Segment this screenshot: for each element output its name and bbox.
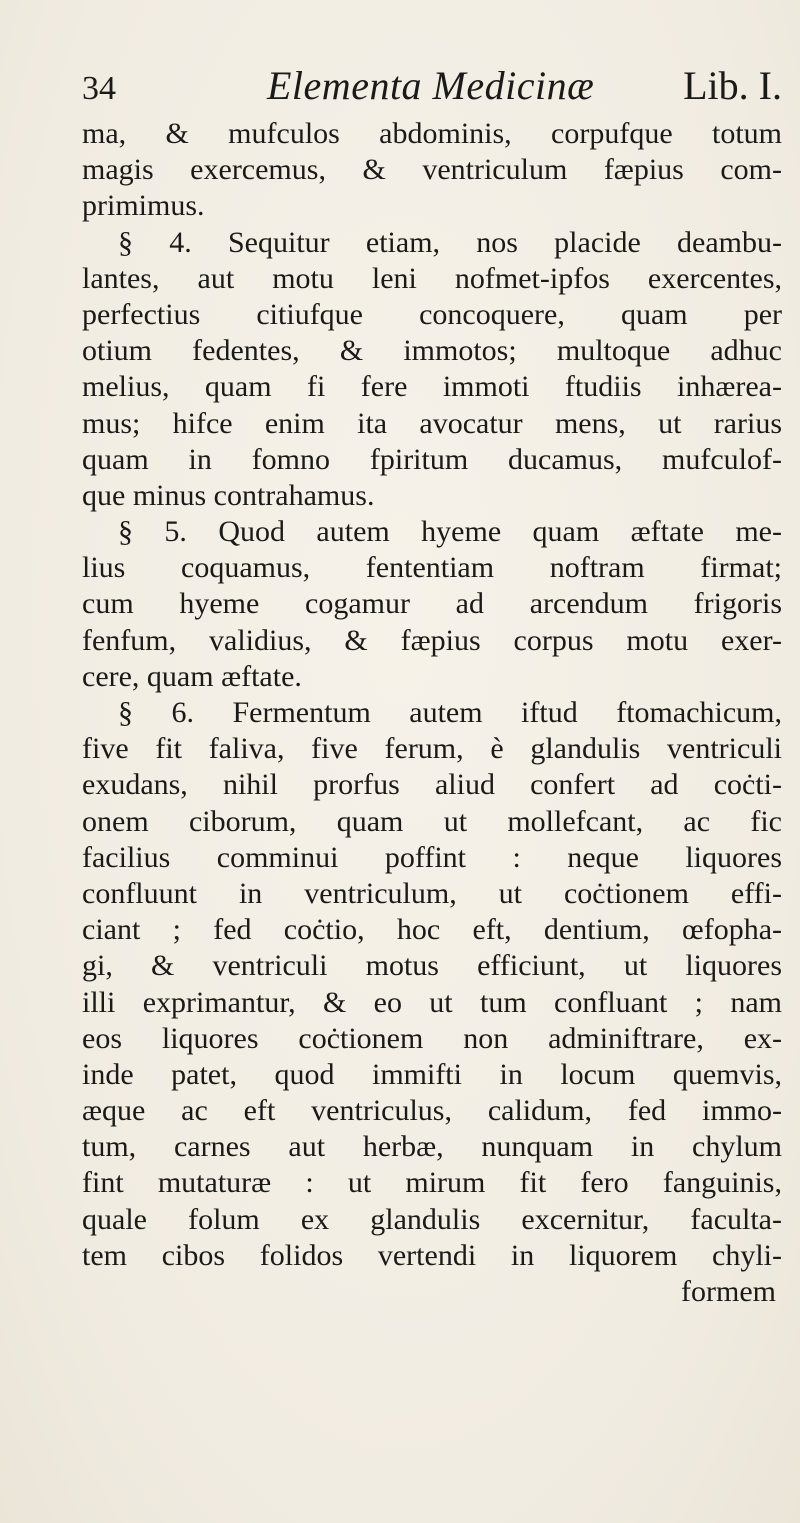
text-line: fint mutaturæ : ut mirum fit fero fanguinis, bbox=[82, 1166, 782, 1200]
text-line: lius coquamus, fententiam noftram firmat; bbox=[82, 551, 782, 585]
text-line: ciant ; fed coċtio, hoc eft, dentium, œfopha- bbox=[82, 913, 782, 947]
text-line: § 6. Fermentum autem iftud ftomachicum, bbox=[118, 696, 782, 729]
text-line: mus; hifce enim ita avocatur mens, ut rarius bbox=[82, 406, 782, 440]
text-line: otium fedentes, & immotos; multoque adhuc bbox=[82, 334, 782, 368]
text-line: melius, quam fi fere immoti ftudiis inhærea- bbox=[82, 370, 782, 404]
text-line: eos liquores coċtionem non adminiftrare, ex- bbox=[82, 1021, 782, 1055]
text-line: exudans, nihil prorfus aliud confert ad coċti- bbox=[82, 768, 782, 802]
text-line: § 5. Quod autem hyeme quam æftate me- bbox=[118, 515, 782, 549]
text-line: inde patet, quod immifti in locum quemvis, bbox=[82, 1057, 782, 1091]
text-line: fenfum, validius, & fæpius corpus motu exer- bbox=[82, 623, 782, 657]
text-line: ma, & mufculos abdominis, corpufque totum bbox=[82, 117, 782, 150]
text-line: cum hyeme cogamur ad arcendum frigoris bbox=[82, 587, 782, 621]
text-line: quale folum ex glandulis excernitur, faculta- bbox=[82, 1202, 782, 1236]
text-line: lantes, aut motu leni nofmet-ipfos exercentes, bbox=[82, 261, 782, 295]
text-line: § 4. Sequitur etiam, nos placide deambu- bbox=[118, 225, 782, 259]
text-line: illi exprimantur, & eo ut tum confluant ; nam bbox=[82, 985, 782, 1019]
running-title: Elementa Medicinæ bbox=[267, 63, 595, 108]
text-line: confluunt in ventriculum, ut coċtionem effi- bbox=[82, 876, 782, 910]
text-line: five fit faliva, five ferum, è glandulis ventriculi bbox=[82, 732, 782, 766]
text-line: tem cibos folidos vertendi in liquorem chyli- bbox=[82, 1238, 782, 1272]
text-line: gi, & ventriculi motus efficiunt, ut liquores bbox=[82, 949, 782, 983]
running-head bbox=[82, 62, 782, 112]
text-line: primimus. bbox=[82, 189, 205, 223]
text-line: magis exercemus, & ventriculum fæpius com- bbox=[82, 153, 782, 187]
text-line: cere, quam æftate. bbox=[82, 659, 302, 693]
text-line: onem ciborum, quam ut mollefcant, ac fic bbox=[82, 804, 782, 838]
text-line: facilius comminui poffint : neque liquores bbox=[82, 840, 782, 874]
text-line: æque ac eft ventriculus, calidum, fed immo- bbox=[82, 1094, 782, 1128]
text-line: perfectius citiufque concoquere, quam per bbox=[82, 297, 782, 331]
body-text bbox=[82, 116, 782, 1310]
text-line: que minus contrahamus. bbox=[82, 478, 375, 512]
book-label: Lib. I. bbox=[683, 63, 782, 108]
catchword: formem bbox=[681, 1275, 776, 1308]
page-number: 34 bbox=[82, 70, 116, 107]
text-line: quam in fomno fpiritum ducamus, mufculof- bbox=[82, 442, 782, 476]
text-line: tum, carnes aut herbæ, nunquam in chylum bbox=[82, 1130, 782, 1164]
